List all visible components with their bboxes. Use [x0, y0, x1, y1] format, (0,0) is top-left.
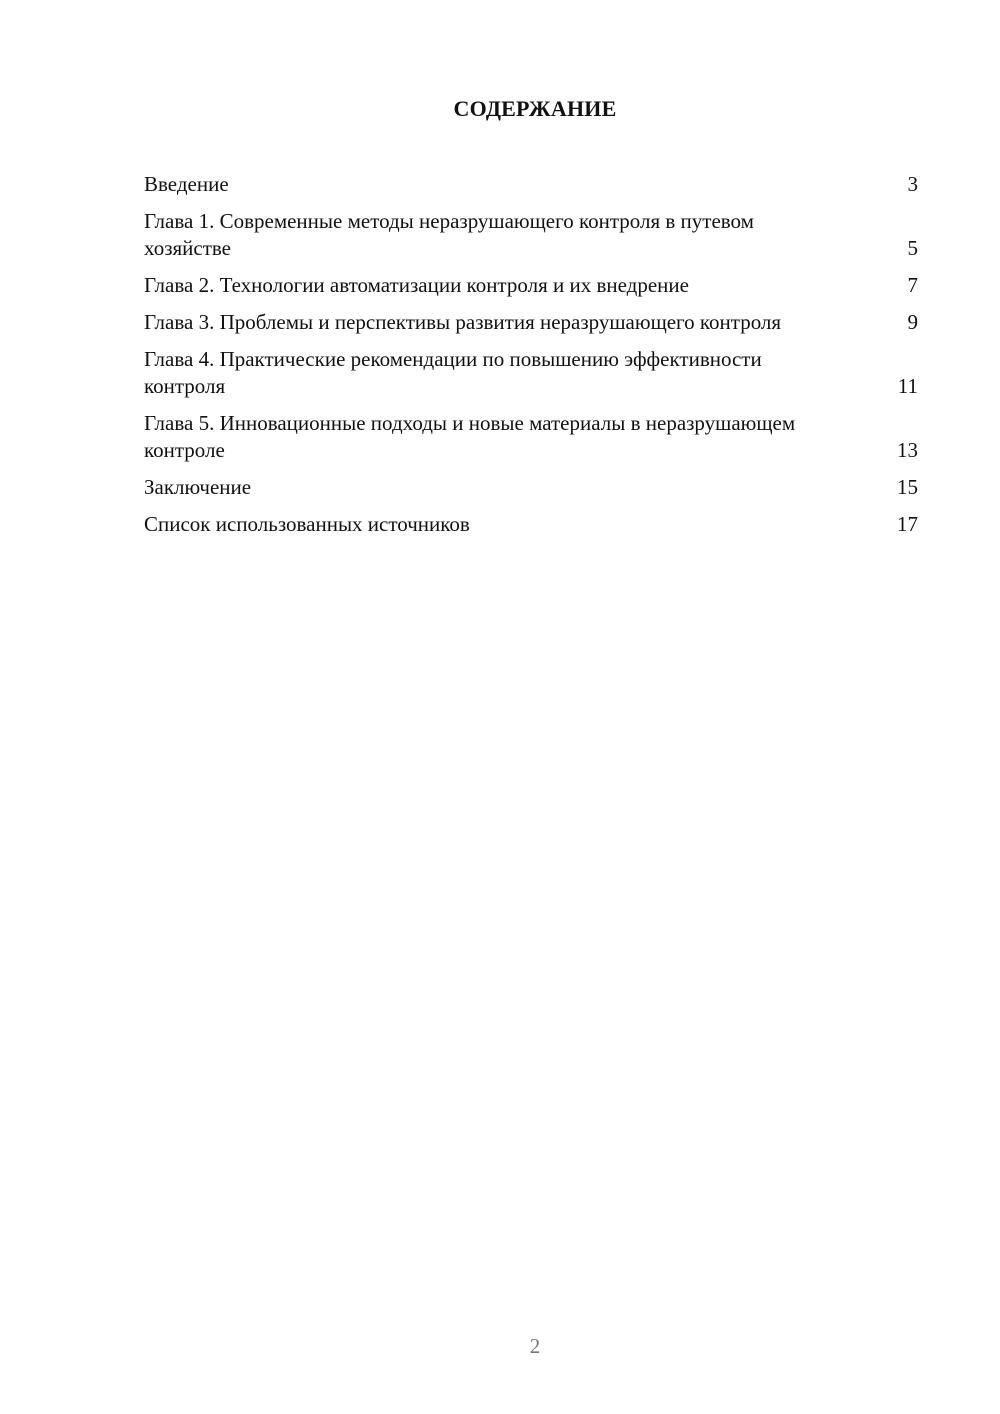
toc-item-page: 13	[897, 438, 918, 462]
toc-item-label: Глава 4. Практические рекомендации по повышению эффективности контроля	[144, 347, 762, 398]
table-of-contents	[144, 171, 918, 548]
toc-item	[144, 474, 918, 501]
toc-item	[144, 272, 918, 299]
toc-item	[144, 309, 918, 336]
toc-item-label: Заключение	[144, 475, 252, 499]
toc-item-page: 5	[907, 236, 918, 260]
toc-item-label: Введение	[144, 172, 229, 196]
toc-item-page: 17	[897, 512, 918, 536]
toc-item	[144, 511, 918, 538]
toc-item-label: Глава 1. Современные методы неразрушающего контроля в путевом хозяйстве	[144, 209, 754, 260]
toc-item-page: 15	[897, 475, 918, 499]
toc-title: СОДЕРЖАНИЕ	[453, 96, 617, 121]
toc-item-label: Глава 3. Проблемы и перспективы развития неразрушающего контроля	[144, 310, 782, 334]
toc-item-page: 7	[907, 273, 918, 297]
toc-item	[144, 208, 918, 262]
toc-item-page: 3	[907, 172, 918, 196]
page-number: 2	[529, 1334, 541, 1358]
toc-item	[144, 410, 918, 464]
toc-item-label: Глава 2. Технологии автоматизации контроля и их внедрение	[144, 273, 689, 297]
toc-item-label: Список использованных источников	[144, 512, 470, 536]
toc-item	[144, 171, 918, 198]
toc-item-page: 9	[907, 310, 918, 334]
toc-item-page: 11	[897, 374, 918, 398]
toc-item-label: Глава 5. Инновационные подходы и новые материалы в неразрушающем контроле	[144, 411, 796, 462]
toc-item	[144, 346, 918, 400]
